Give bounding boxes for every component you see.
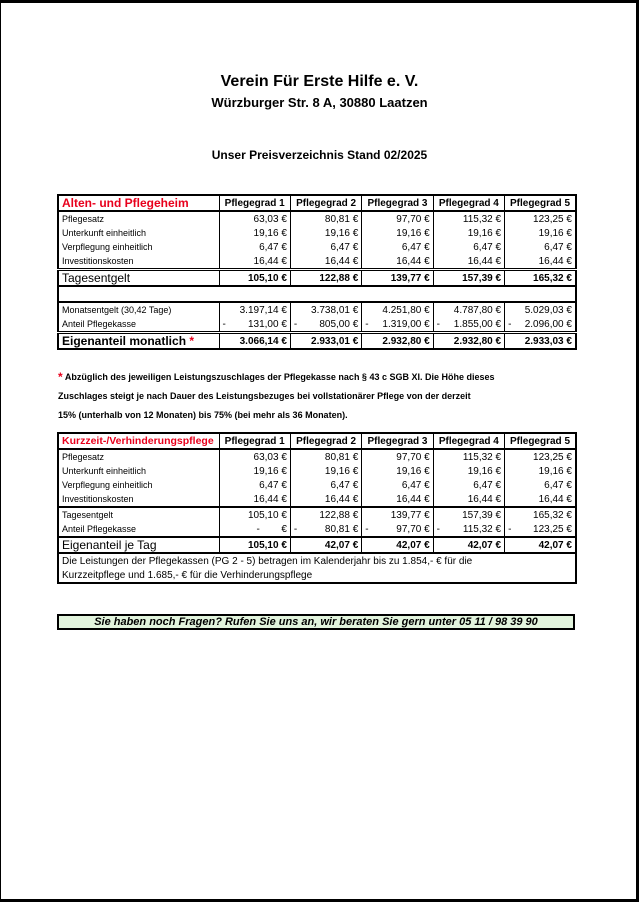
org-address: Würzburger Str. 8 A, 30880 Laatzen [211, 95, 428, 110]
cell-value: 42,07 € [433, 537, 504, 553]
cell-value: 42,07 € [505, 537, 576, 553]
cell-value: 6,47 € [362, 240, 433, 254]
cell-value: 115,32 € [433, 211, 504, 226]
cell-value: 6,47 € [219, 478, 290, 492]
short-term-care-price-table [57, 432, 577, 584]
cell-value: 4.251,80 € [362, 302, 433, 317]
cell-value: 5.029,03 € [505, 302, 576, 317]
column-header: Pflegegrad 5 [505, 433, 576, 449]
cell-value: 97,70 € [362, 211, 433, 226]
cell-value: 19,16 € [433, 226, 504, 240]
cell-value: 63,03 € [219, 449, 290, 464]
own-share-monthly-row [58, 333, 576, 350]
cell-value: 16,44 € [219, 492, 290, 507]
cell-value: 3.197,14 € [219, 302, 290, 317]
cell-value: 16,44 € [505, 492, 576, 507]
footnote-line: Abzüglich des jeweiligen Leistungszuschlages der Pflegekasse nach § 43 c SGB XI. Die Höhe dieses [64, 372, 495, 382]
table-header-row [58, 195, 576, 211]
cell-value: 157,39 € [433, 507, 504, 522]
insurance-share-row [58, 522, 576, 537]
cell-value: 2.933,03 € [505, 333, 576, 350]
cell-value: 42,07 € [362, 537, 433, 553]
cell-value: 16,44 € [219, 254, 290, 270]
cell-value: 139,77 € [362, 270, 433, 287]
cell-value: 19,16 € [219, 226, 290, 240]
table-row [58, 478, 576, 492]
cell-value: 19,16 € [505, 464, 576, 478]
cell-value: 2.932,80 € [433, 333, 504, 350]
row-label: Pflegesatz [62, 451, 105, 462]
price-list-title: Unser Preisverzeichnis Stand 02/2025 [211, 148, 428, 162]
cell-value: 3.738,01 € [290, 302, 361, 317]
cell-value: 42,07 € [290, 537, 361, 553]
monthly-rate-row [58, 302, 576, 317]
cell-value: 97,70 € [362, 449, 433, 464]
cell-value: 16,44 € [362, 492, 433, 507]
minus-sign: - [256, 523, 260, 535]
table-row [58, 211, 576, 226]
column-header: Pflegegrad 2 [290, 433, 361, 449]
cell-value: 4.787,80 € [433, 302, 504, 317]
cell-value: 105,10 € [219, 507, 290, 522]
cell-value: 2.096,00 € [524, 318, 572, 330]
minus-sign: - [508, 523, 512, 535]
cell-value: 80,81 € [290, 211, 361, 226]
minus-sign: - [222, 318, 226, 330]
cell-value: 3.066,14 € [219, 333, 290, 350]
cell-value: 123,25 € [533, 523, 572, 535]
cell-value: 105,10 € [219, 537, 290, 553]
cell-value: 80,81 € [290, 449, 361, 464]
cell-value: 19,16 € [362, 464, 433, 478]
table-row [58, 226, 576, 240]
nursing-home-price-table [57, 194, 577, 350]
cell-value: 131,00 € [247, 318, 287, 330]
minus-sign: - [436, 318, 441, 330]
table-row [58, 464, 576, 478]
cell-value: 19,16 € [505, 226, 576, 240]
cell-value: 2.932,80 € [362, 333, 433, 350]
cell-value: 165,32 € [505, 270, 576, 287]
column-header: Pflegegrad 5 [505, 195, 576, 211]
table-row [58, 449, 576, 464]
cell-value: 805,00 € [319, 318, 359, 330]
table-row [58, 240, 576, 254]
column-header: Pflegegrad 2 [290, 195, 361, 211]
cell-value: 16,44 € [505, 254, 576, 270]
cell-value: 6,47 € [362, 478, 433, 492]
row-label: Investitionskosten [62, 493, 134, 504]
minus-sign: - [365, 523, 369, 535]
cell-value: 122,88 € [290, 270, 361, 287]
cell-value: 123,25 € [505, 449, 576, 464]
minus-sign: - [436, 523, 441, 535]
row-label: Anteil Pflegekasse [62, 318, 137, 329]
footnote-marker: * [58, 370, 63, 384]
cell-value: 16,44 € [290, 254, 361, 270]
spacer-row [58, 286, 576, 302]
row-label: Unterkunft einheitlich [62, 227, 147, 238]
cell-value: 122,88 € [290, 507, 361, 522]
table-row [58, 254, 576, 270]
cell-value: 115,32 € [433, 449, 504, 464]
row-label: Tagesentgelt [58, 270, 219, 287]
daily-rate-row [58, 270, 576, 287]
footnote [58, 368, 578, 425]
section-title: Alten- und Pflegeheim [58, 195, 219, 211]
daily-rate-row [58, 507, 576, 522]
cell-value: 6,47 € [219, 240, 290, 254]
info-text: Die Leistungen der Pflegekassen (PG 2 - 5) betragen im Kalenderjahr bis zu 1.854,- € für die [62, 555, 473, 567]
cell-value: 19,16 € [219, 464, 290, 478]
row-label: Eigenanteil monatlich [62, 333, 187, 348]
cell-value: 115,32 € [462, 523, 502, 535]
cell-value: 157,39 € [433, 270, 504, 287]
org-name: Verein Für Erste Hilfe e. V. [220, 73, 419, 90]
cell-value: € [281, 523, 287, 535]
minus-sign: - [508, 318, 512, 330]
cell-value: 16,44 € [433, 254, 504, 270]
cell-value: 16,44 € [290, 492, 361, 507]
cell-value: 165,32 € [505, 507, 576, 522]
cell-value: 1.855,00 € [453, 318, 502, 330]
info-row [58, 553, 576, 568]
cell-value: 6,47 € [433, 240, 504, 254]
column-header: Pflegegrad 3 [362, 195, 433, 211]
cell-value: 6,47 € [433, 478, 504, 492]
footnote-marker: * [189, 333, 195, 348]
cell-value: 80,81 € [324, 523, 359, 535]
cell-value: 6,47 € [505, 478, 576, 492]
cell-value: 1.319,00 € [382, 318, 430, 330]
minus-sign: - [293, 318, 298, 330]
row-label: Unterkunft einheitlich [62, 465, 147, 476]
cell-value: 123,25 € [505, 211, 576, 226]
cell-value: 16,44 € [433, 492, 504, 507]
cell-value: 139,77 € [362, 507, 433, 522]
info-row [58, 568, 576, 583]
cell-value: 19,16 € [362, 226, 433, 240]
contact-banner: Sie haben noch Fragen? Rufen Sie uns an, wir beraten Sie gern unter 05 11 / 98 39 90 [57, 614, 575, 630]
footnote-line: 15% (unterhalb von 12 Monaten) bis 75% (bei mehr als 36 Monaten). [58, 410, 348, 420]
row-label: Pflegesatz [62, 213, 105, 224]
section-title: Kurzzeit-/Verhinderungspflege [58, 433, 219, 449]
footnote-line: Zuschlages steigt je nach Dauer des Leistungsbezuges bei vollstationärer Pflege von der derzeit [58, 391, 471, 401]
table-row [58, 492, 576, 507]
row-label: Tagesentgelt [58, 507, 219, 522]
cell-value: 19,16 € [290, 226, 361, 240]
cell-value: 63,03 € [219, 211, 290, 226]
row-label: Monatsentgelt (30,42 Tage) [62, 304, 172, 315]
row-label: Eigenanteil je Tag [58, 537, 219, 553]
row-label: Investitionskosten [62, 255, 134, 266]
own-share-daily-row [58, 537, 576, 553]
info-text: Kurzzeitpflege und 1.685,- € für die Verhinderungspflege [62, 569, 313, 581]
cell-value: 105,10 € [219, 270, 290, 287]
column-header: Pflegegrad 1 [219, 195, 290, 211]
cell-value: 16,44 € [362, 254, 433, 270]
row-label: Anteil Pflegekasse [62, 523, 137, 534]
column-header: Pflegegrad 4 [433, 433, 504, 449]
minus-sign: - [293, 523, 298, 535]
minus-sign: - [365, 318, 369, 330]
cell-value: 19,16 € [433, 464, 504, 478]
column-header: Pflegegrad 4 [433, 195, 504, 211]
row-label: Verpflegung einheitlich [62, 241, 153, 252]
cell-value: 97,70 € [396, 523, 430, 535]
column-header: Pflegegrad 3 [362, 433, 433, 449]
table-header-row [58, 433, 576, 449]
cell-value: 2.933,01 € [290, 333, 361, 350]
cell-value: 19,16 € [290, 464, 361, 478]
cell-value: 6,47 € [290, 478, 361, 492]
row-label: Verpflegung einheitlich [62, 479, 153, 490]
cell-value: 6,47 € [505, 240, 576, 254]
cell-value: 6,47 € [290, 240, 361, 254]
insurance-share-row [58, 317, 576, 333]
column-header: Pflegegrad 1 [219, 433, 290, 449]
